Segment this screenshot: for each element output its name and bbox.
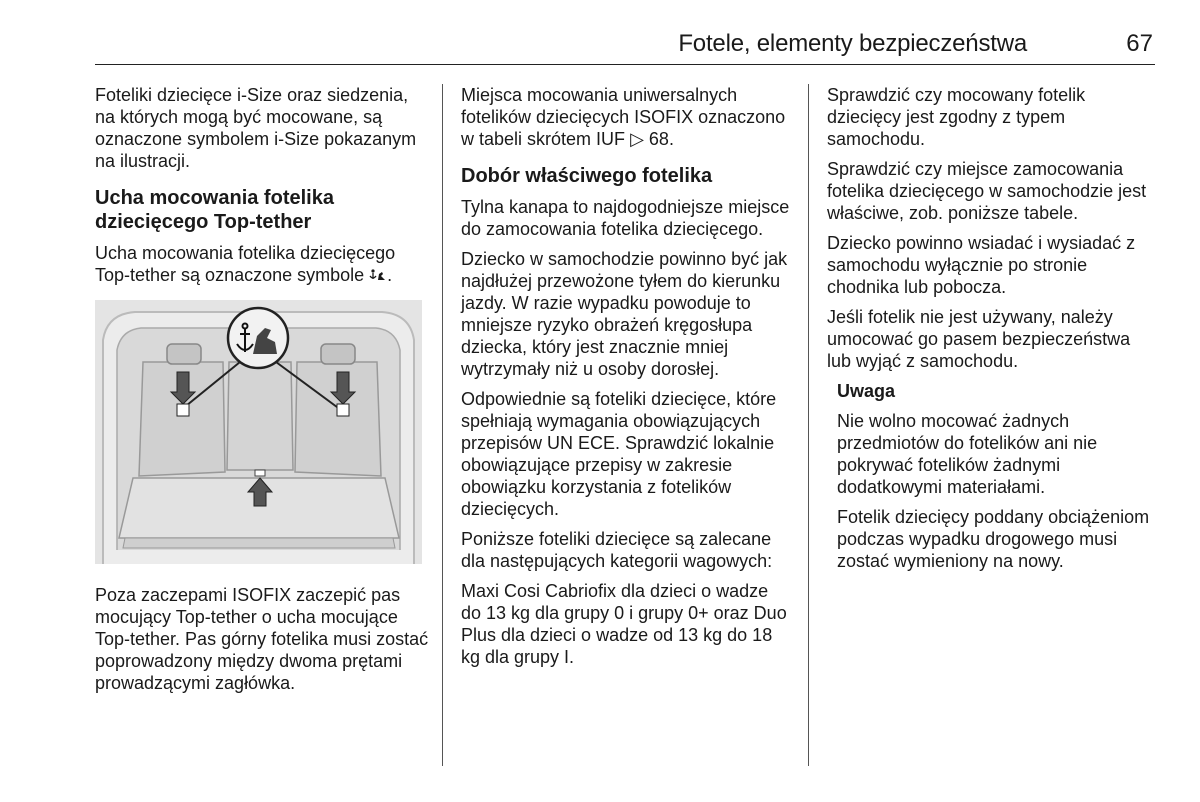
- page-number: 67: [1126, 30, 1153, 57]
- column-3: [827, 84, 1157, 580]
- paragraph: Dziecko w samochodzie powinno być jak najdłużej przewożone tyłem do kierunku jazdy. W razie wypadku powoduje to mniejsze ryzyko obrażeń kręgosłupa dziecka, który jest znacznie mniej wytrzymały niż u osoby dorosłej.: [461, 249, 788, 379]
- paragraph: Ucha mocowania fotelika dziecięcego Top-tether są oznaczone symbole .: [95, 243, 396, 285]
- column-1: [95, 84, 429, 702]
- section-heading: Ucha mocowania fotelika dziecięcego Top-tether: [95, 187, 334, 233]
- page-reference[interactable]: 68.: [648, 129, 674, 149]
- top-tether-icon: [369, 268, 387, 282]
- paragraph: Nie wolno mocować żadnych przedmiotów do fotelików ani nie pokrywać fotelików żadnymi dodatkowymi materiałami.: [837, 411, 1098, 497]
- column-2: [461, 84, 791, 676]
- column-divider: [808, 84, 809, 766]
- section-heading: Dobór właściwego fotelika: [461, 165, 713, 187]
- note-title: Uwaga: [837, 381, 896, 401]
- paragraph: Dziecko powinno wsiadać i wysiadać z samochodu wyłącznie po stronie chodnika lub pobocza.: [827, 233, 1136, 297]
- paragraph: Maxi Cosi Cabriofix dla dzieci o wadze do 13 kg dla grupy 0 i grupy 0+ oraz Duo Plus dla dzieci o wadze od 13 kg do 18 kg dla grupy I.: [461, 581, 787, 667]
- column-divider: [442, 84, 443, 766]
- paragraph: Foteliki dziecięce i-Size oraz siedzenia, na których mogą być mocowane, są oznaczone symbolem i-Size pokazanym na ilustracji.: [95, 85, 417, 171]
- page-header: [95, 26, 1155, 65]
- section-title: Fotele, elementy bezpieczeństwa: [678, 30, 1027, 57]
- paragraph: Sprawdzić czy miejsce zamocowania fotelika dziecięcego w samochodzie jest właściwe, zob. poniższe tabele.: [827, 159, 1147, 223]
- reference-arrow-icon: ▷: [630, 129, 644, 149]
- paragraph: Miejsca mocowania uniwersalnych fotelików dziecięcych ISOFIX oznaczono w tabeli skrótem IUF ▷ 68.: [461, 85, 786, 149]
- paragraph: Tylna kanapa to najdogodniejsze miejsce do zamocowania fotelika dziecięcego.: [461, 197, 790, 239]
- paragraph: Poza zaczepami ISOFIX zaczepić pas mocujący Top-tether o ucha mocujące Top-tether. Pas górny fotelika musi zostać poprowadzony między dwoma prętami prowadzącymi zagłówka.: [95, 585, 429, 693]
- paragraph: Jeśli fotelik nie jest używany, należy umocować go pasem bezpieczeństwa lub wyjąć z samochodu.: [827, 307, 1131, 371]
- paragraph: Sprawdzić czy mocowany fotelik dziecięcy jest zgodny z typem samochodu.: [827, 85, 1086, 149]
- paragraph: Odpowiednie są foteliki dziecięce, które spełniają wymagania obowiązujących przepisów UN ECE. Sprawdzić lokalnie obowiązujące przepisy w zakresie obowiązku korzystania z fotelików dziecięcych.: [461, 389, 777, 519]
- paragraph: Fotelik dziecięcy poddany obciążeniom podczas wypadku drogowego musi zostać wymieniony na nowy.: [837, 507, 1150, 571]
- trunk-top-tether-illustration: [95, 300, 422, 564]
- paragraph: Poniższe foteliki dziecięce są zalecane dla następujących kategorii wagowych:: [461, 529, 773, 571]
- warning-note: [837, 380, 1157, 572]
